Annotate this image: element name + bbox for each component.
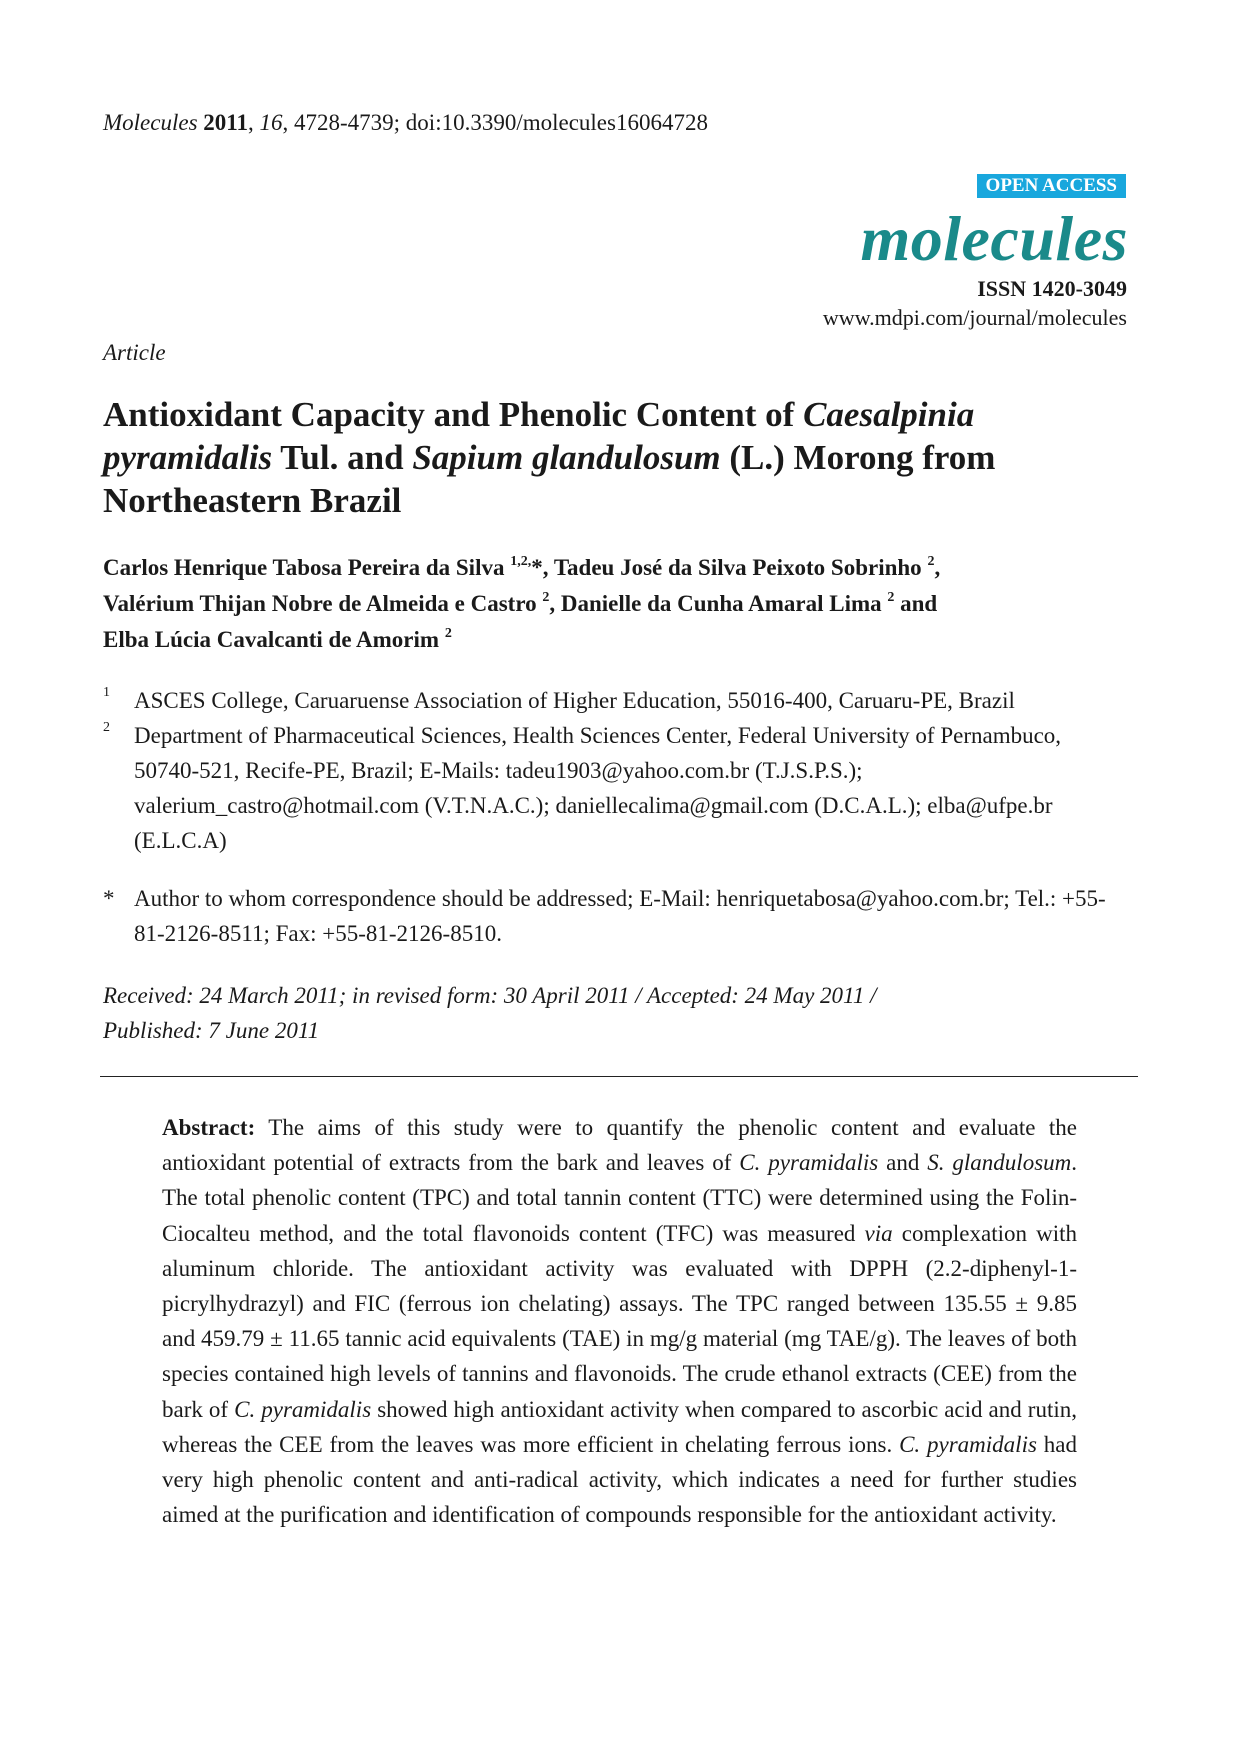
citation-year: 2011 [203, 110, 248, 135]
correspondence-text: Author to whom correspondence should be addressed; E-Mail: henriquetabosa@yahoo.com.br; Tel.: +55-81-2126-8511; Fax: +55-81-2126-8510. [134, 886, 1106, 946]
affiliation-mark: 1 [103, 685, 110, 700]
citation-pages-doi: , 4728-4739; doi:10.3390/molecules16064728 [282, 110, 708, 135]
issn: ISSN 1420-3049 [977, 276, 1127, 301]
title-part: Tul. and [272, 438, 413, 477]
citation-separator: , [248, 110, 260, 135]
abstract-text: The aims of this study were to quantify the phenolic content and evaluate the antioxidant potential of extracts from the bark and leaves of [162, 1115, 1077, 1176]
title-species: Sapium glandulosum [412, 438, 721, 477]
author-affiliation-mark: 2 [542, 590, 550, 605]
title-species: Caesalpinia pyramidalis [103, 395, 975, 477]
author-separator: , [549, 591, 561, 616]
abstract-species: C. pyramidalis [739, 1150, 879, 1176]
header-divider [100, 1076, 1138, 1077]
abstract-text: had very high phenolic content and anti-radical activity, which indicates a need for further studies aimed at the purification and identification of compounds responsible for the antioxidant activity. [162, 1431, 1077, 1528]
citation-journal: Molecules [103, 110, 198, 135]
abstract-species: S. glandulosum [927, 1150, 1072, 1176]
author-affiliation-mark: 2 [927, 554, 935, 569]
abstract [162, 1110, 1077, 1532]
title-part: Antioxidant Capacity and Phenolic Content of [103, 395, 804, 434]
author-separator: and [894, 591, 938, 616]
author-affiliation-mark: 2 [444, 626, 452, 641]
author-list [103, 550, 1143, 658]
abstract-text: complexation with aluminum chloride. The antioxidant activity was evaluated with DPPH (2.2-diphenyl-1-picrylhydrazyl) and FIC (ferrous ion chelating) assays. The TPC ranged between 135.55 ± 9.85 and 459.79 ± 11.65 tannic acid equivalents (TAE) in mg/g material (mg TAE/g). The leaves of both species contained high levels of tannins and flavonoids. The crude ethanol extracts (CEE) from the bark of [162, 1220, 1077, 1422]
author-name: Carlos Henrique Tabosa Pereira da Silva [103, 555, 505, 580]
abstract-text: . The total phenolic content (TPC) and total tannin content (TTC) were determined using the Folin-Ciocalteu method, and the total flavonoids content (TFC) was measured [162, 1150, 1078, 1246]
open-access-badge: OPEN ACCESS [977, 174, 1126, 198]
citation-line [103, 110, 708, 136]
citation-volume: 16 [259, 110, 283, 135]
author-separator: *, [531, 555, 554, 580]
affiliation-text: Department of Pharmaceutical Sciences, Health Sciences Center, Federal University of Pernambuco, 50740-521, Recife-PE, Brazil; E-Mails: tadeu1903@yahoo.com.br (T.J.S.P.S.); valerium_castro@hotmail.com (V.T.N.A.C.); daniellecalima@gmail.com (D.C.A.L.); elba@ufpe.br (E.L.C.A) [134, 723, 1062, 853]
title-part: (L.) Morong from Northeastern Brazil [103, 438, 996, 520]
abstract-text: showed high antioxidant activity when compared to ascorbic acid and rutin, whereas the CEE from the leaves was more efficient in chelating ferrous ions. [162, 1396, 1077, 1457]
journal-url: www.mdpi.com/journal/molecules [822, 305, 1127, 330]
affiliation-2 [103, 718, 1143, 858]
author-separator: , [934, 555, 941, 580]
affiliation-text: ASCES College, Caruaruense Association of Higher Education, 55016-400, Caruaru-PE, Brazil [134, 688, 1015, 713]
author-name: Tadeu José da Silva Peixoto Sobrinho [553, 555, 922, 580]
dates-line: Received: 24 March 2011; in revised form: 30 April 2011 / Accepted: 24 May 2011 / [103, 983, 877, 1008]
abstract-label: Abstract: [162, 1115, 256, 1140]
correspondence-note [103, 881, 1143, 951]
affiliation-mark: 2 [103, 720, 110, 735]
author-name: Danielle da Cunha Amaral Lima [560, 591, 882, 616]
abstract-species: C. pyramidalis [234, 1396, 372, 1422]
abstract-italic-term: via [864, 1220, 893, 1246]
affiliation-1 [103, 683, 1143, 718]
correspondence-mark: * [103, 886, 115, 911]
author-affiliation-mark: 1,2, [510, 554, 532, 569]
author-affiliation-mark: 2 [887, 590, 895, 605]
publication-dates [103, 978, 1143, 1048]
article-type: Article [103, 340, 166, 365]
journal-logo: molecules [860, 203, 1128, 274]
abstract-text: and [878, 1150, 928, 1176]
abstract-species: C. pyramidalis [899, 1431, 1037, 1457]
author-name: Valérium Thijan Nobre de Almeida e Castro [103, 591, 537, 616]
author-name: Elba Lúcia Cavalcanti de Amorim [103, 627, 440, 652]
dates-line: Published: 7 June 2011 [103, 1018, 320, 1043]
paper-title [103, 393, 1143, 522]
